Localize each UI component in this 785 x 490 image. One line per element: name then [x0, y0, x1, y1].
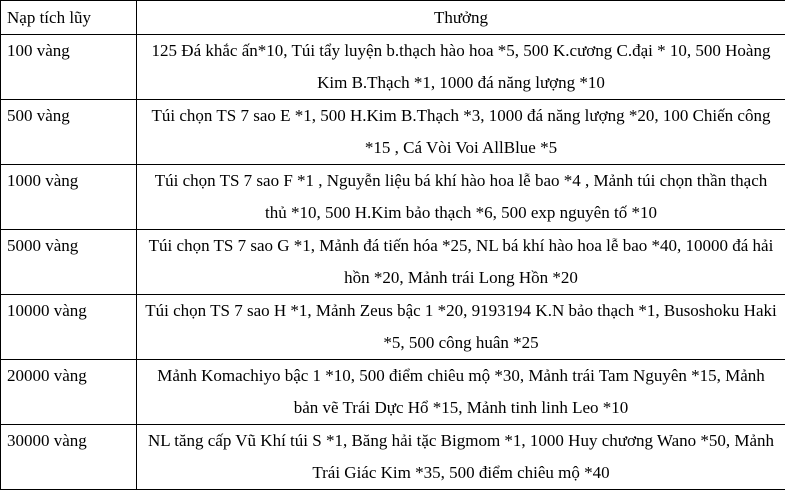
table-row: [1, 100, 785, 165]
row-level: 30000 vàng: [1, 425, 137, 490]
table-row: [1, 425, 785, 490]
row-reward: Túi chọn TS 7 sao E *1, 500 H.Kim B.Thạch *3, 1000 đá năng lượng *20, 100 Chiến công *15 , Cá Vòi Voi AllBlue *5: [137, 100, 785, 165]
row-level: 100 vàng: [1, 35, 137, 100]
table-row: [1, 165, 785, 230]
table-row: [1, 360, 785, 425]
row-level: 10000 vàng: [1, 295, 137, 360]
row-reward: 125 Đá khắc ấn*10, Túi tẩy luyện b.thạch hào hoa *5, 500 K.cương C.đại * 10, 500 Hoàng Kim B.Thạch *1, 1000 đá năng lượng *10: [137, 35, 785, 100]
row-reward: Túi chọn TS 7 sao G *1, Mảnh đá tiến hóa *25, NL bá khí hào hoa lễ bao *40, 10000 đá hải hồn *20, Mảnh trái Long Hồn *20: [137, 230, 785, 295]
row-reward: NL tăng cấp Vũ Khí túi S *1, Băng hải tặc Bigmom *1, 1000 Huy chương Wano *50, Mảnh Trái Giác Kim *35, 500 điểm chiêu mộ *40: [137, 425, 785, 490]
header-row: [1, 1, 785, 35]
table-row: [1, 230, 785, 295]
row-level: 5000 vàng: [1, 230, 137, 295]
header-reward: Thưởng: [137, 1, 785, 35]
row-reward: Mảnh Komachiyo bậc 1 *10, 500 điểm chiêu mộ *30, Mảnh trái Tam Nguyên *15, Mảnh bản vẽ Trái Dực Hổ *15, Mảnh tinh linh Leo *10: [137, 360, 785, 425]
table-row: [1, 295, 785, 360]
row-level: 20000 vàng: [1, 360, 137, 425]
row-reward: Túi chọn TS 7 sao F *1 , Nguyễn liệu bá khí hào hoa lễ bao *4 , Mảnh túi chọn thần thạch thủ *10, 500 H.Kim bảo thạch *6, 500 exp nguyên tố *10: [137, 165, 785, 230]
header-level: Nạp tích lũy: [1, 1, 137, 35]
table-row: [1, 35, 785, 100]
row-level: 500 vàng: [1, 100, 137, 165]
row-level: 1000 vàng: [1, 165, 137, 230]
row-reward: Túi chọn TS 7 sao H *1, Mảnh Zeus bậc 1 *20, 9193194 K.N bảo thạch *1, Busoshoku Haki *5, 500 công huân *25: [137, 295, 785, 360]
